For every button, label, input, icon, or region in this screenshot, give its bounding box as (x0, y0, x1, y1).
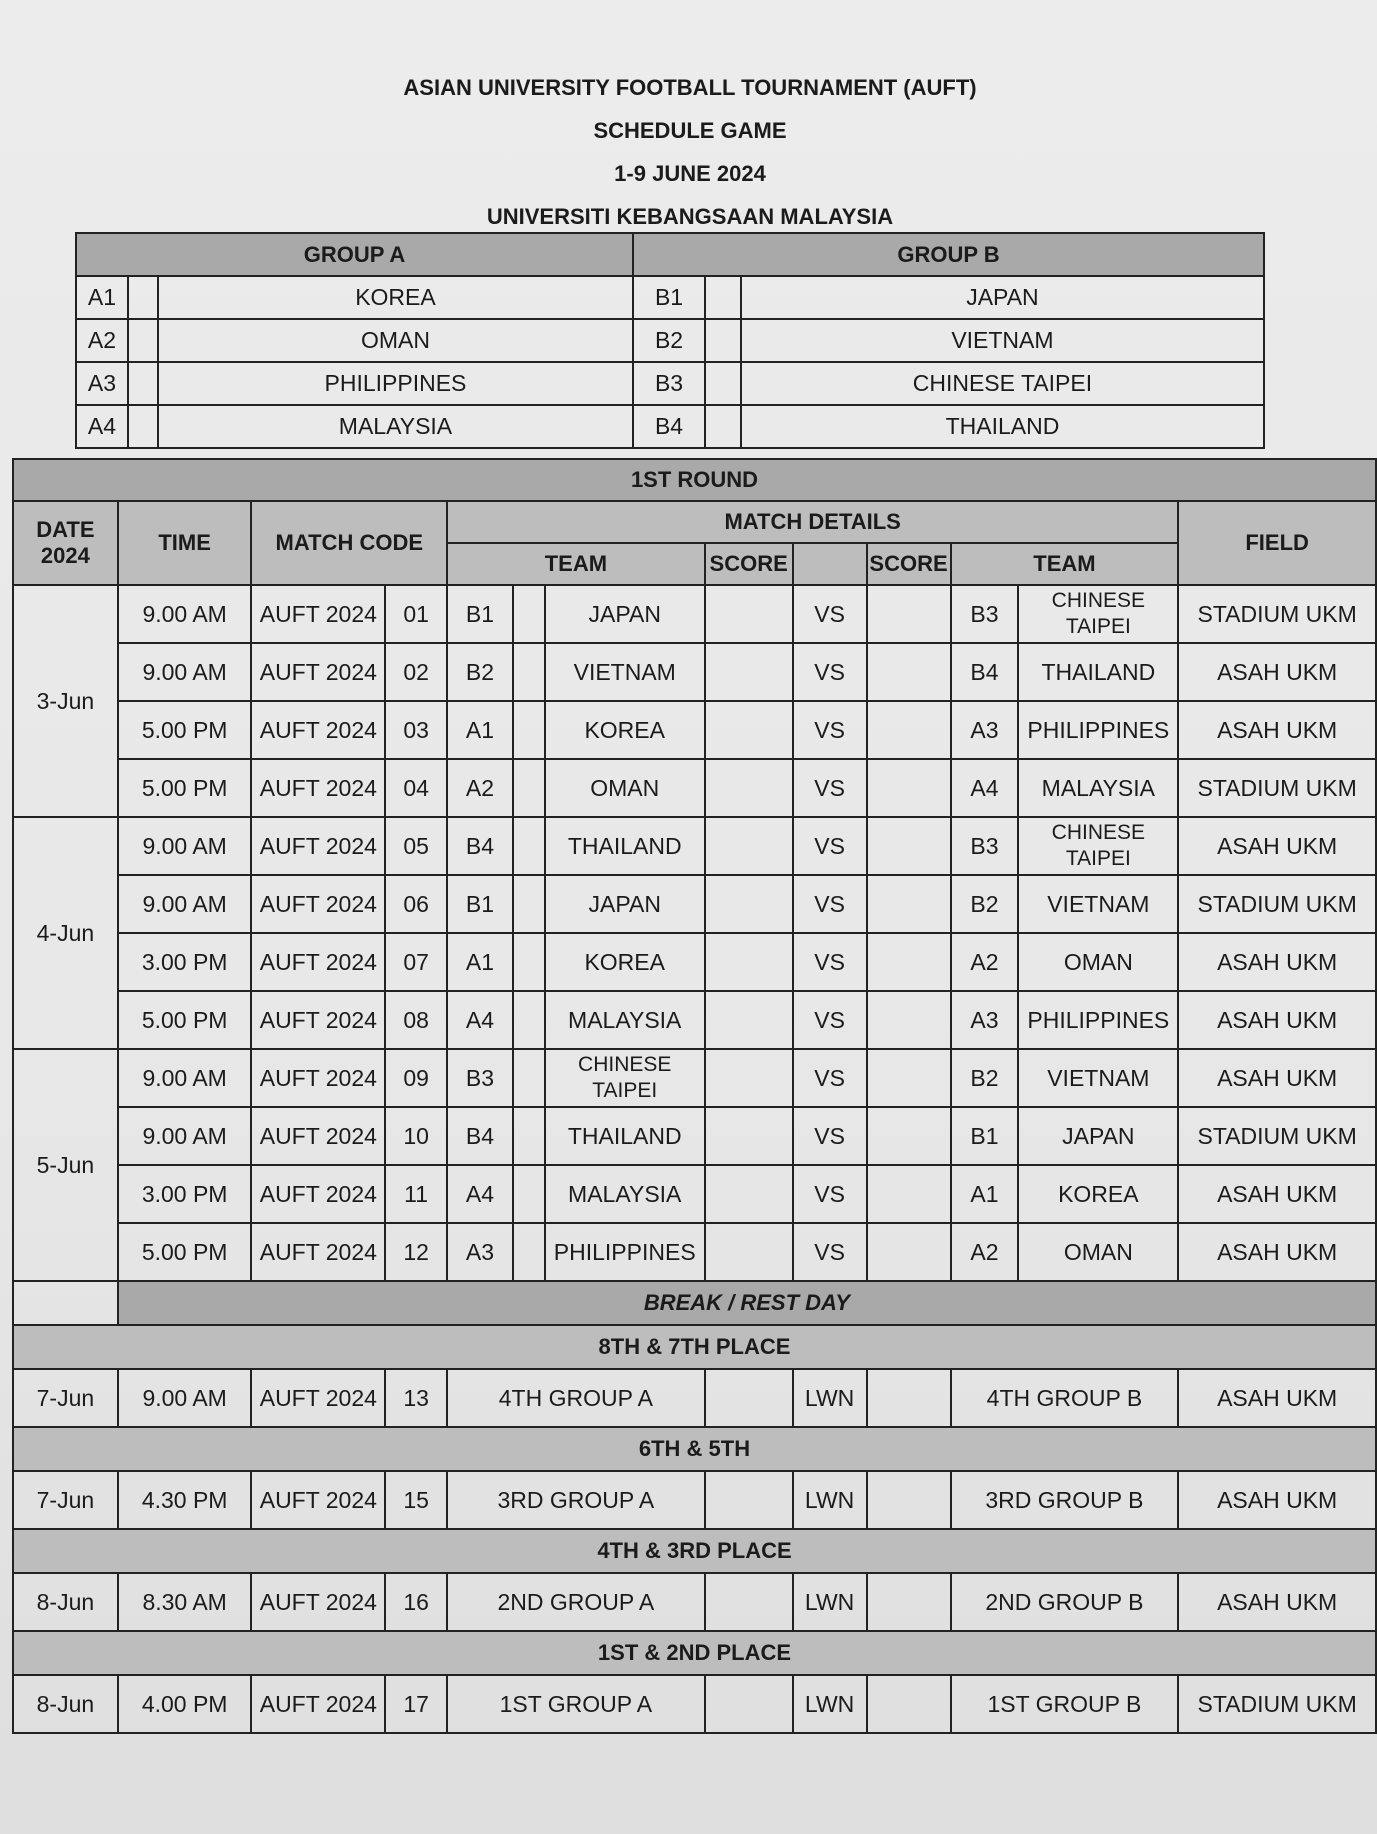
break-label: BREAK / REST DAY (118, 1281, 1376, 1325)
group-b-code: B3 (633, 362, 705, 405)
field-header: FIELD (1178, 501, 1376, 585)
away-team: OMAN (1018, 1223, 1178, 1281)
title-line-4: UNIVERSITI KEBANGSAAN MALAYSIA (486, 204, 894, 229)
match-date: 3-Jun (13, 585, 118, 817)
group-a-team: PHILIPPINES (158, 362, 633, 405)
away-score (867, 875, 951, 933)
placement-section-row (13, 1325, 1376, 1369)
home-team: MALAYSIA (545, 1165, 705, 1223)
match-number: 06 (385, 875, 447, 933)
title-line-3: 1-9 JUNE 2024 (614, 161, 766, 186)
versus-label: VS (793, 817, 867, 875)
home-blank (513, 991, 545, 1049)
match-field: ASAH UKM (1178, 933, 1376, 991)
home-score-header: SCORE (705, 543, 793, 585)
home-score (705, 991, 793, 1049)
group-b-code: B4 (633, 405, 705, 448)
home-score (705, 875, 793, 933)
match-code-header: MATCH CODE (251, 501, 447, 585)
match-row (13, 585, 1376, 643)
placement-away: 1ST GROUP B (951, 1675, 1179, 1733)
home-score (705, 933, 793, 991)
match-number: 01 (385, 585, 447, 643)
match-code: AUFT 2024 (251, 933, 385, 991)
match-code: AUFT 2024 (251, 875, 385, 933)
match-details-header: MATCH DETAILS (447, 501, 1178, 543)
placement-match-row (13, 1369, 1376, 1427)
placement-code: AUFT 2024 (251, 1573, 385, 1631)
away-team-header: TEAM (951, 543, 1179, 585)
match-field: ASAH UKM (1178, 991, 1376, 1049)
placement-section-row (13, 1427, 1376, 1471)
match-row (13, 1107, 1376, 1165)
placement-field: STADIUM UKM (1178, 1675, 1376, 1733)
group-b-blank (705, 276, 741, 319)
home-blank (513, 643, 545, 701)
placement-home-score (705, 1573, 793, 1631)
placement-away: 3RD GROUP B (951, 1471, 1179, 1529)
match-field: ASAH UKM (1178, 1165, 1376, 1223)
home-team: THAILAND (545, 1107, 705, 1165)
group-a-blank (128, 362, 158, 405)
home-blank (513, 701, 545, 759)
title-line-2: SCHEDULE GAME (593, 118, 787, 143)
placement-time: 8.30 AM (118, 1573, 252, 1631)
match-field: STADIUM UKM (1178, 875, 1376, 933)
placement-away-score (867, 1369, 951, 1427)
home-code: A1 (447, 701, 513, 759)
placement-vs: LWN (793, 1573, 867, 1631)
home-score (705, 1165, 793, 1223)
match-number: 12 (385, 1223, 447, 1281)
versus-label: VS (793, 701, 867, 759)
match-row (13, 1223, 1376, 1281)
match-code: AUFT 2024 (251, 585, 385, 643)
away-score (867, 1223, 951, 1281)
placement-time: 4.00 PM (118, 1675, 252, 1733)
group-a-header: GROUP A (76, 233, 633, 276)
home-team: KOREA (545, 701, 705, 759)
match-number: 03 (385, 701, 447, 759)
home-team: VIETNAM (545, 643, 705, 701)
match-code: AUFT 2024 (251, 643, 385, 701)
home-blank (513, 1223, 545, 1281)
match-code: AUFT 2024 (251, 1165, 385, 1223)
placement-home: 2ND GROUP A (447, 1573, 705, 1631)
placement-field: ASAH UKM (1178, 1369, 1376, 1427)
placement-home: 3RD GROUP A (447, 1471, 705, 1529)
placement-match-row (13, 1675, 1376, 1733)
away-code: B1 (951, 1107, 1019, 1165)
home-code: A3 (447, 1223, 513, 1281)
match-time: 9.00 AM (118, 1107, 252, 1165)
home-score (705, 701, 793, 759)
match-field: ASAH UKM (1178, 701, 1376, 759)
match-row (13, 875, 1376, 933)
match-row (13, 759, 1376, 817)
placement-home: 1ST GROUP A (447, 1675, 705, 1733)
versus-label: VS (793, 585, 867, 643)
match-time: 9.00 AM (118, 875, 252, 933)
placement-section-label: 8TH & 7TH PLACE (13, 1325, 1376, 1369)
away-code: A2 (951, 1223, 1019, 1281)
placement-vs: LWN (793, 1369, 867, 1427)
home-code: A1 (447, 933, 513, 991)
match-time: 5.00 PM (118, 701, 252, 759)
match-code: AUFT 2024 (251, 991, 385, 1049)
away-team: CHINESE TAIPEI (1018, 585, 1178, 643)
away-code: A4 (951, 759, 1019, 817)
placement-section-row (13, 1529, 1376, 1573)
placement-time: 9.00 AM (118, 1369, 252, 1427)
away-team: OMAN (1018, 933, 1178, 991)
group-a-blank (128, 405, 158, 448)
group-b-team: CHINESE TAIPEI (741, 362, 1264, 405)
versus-label: VS (793, 875, 867, 933)
placement-home-score (705, 1471, 793, 1529)
away-score (867, 643, 951, 701)
match-number: 02 (385, 643, 447, 701)
home-score (705, 585, 793, 643)
placement-vs: LWN (793, 1675, 867, 1733)
group-b-team: THAILAND (741, 405, 1264, 448)
match-code: AUFT 2024 (251, 1049, 385, 1107)
placement-code: AUFT 2024 (251, 1675, 385, 1733)
placement-date: 8-Jun (13, 1675, 118, 1733)
home-code: B4 (447, 1107, 513, 1165)
group-b-blank (705, 405, 741, 448)
placement-code: AUFT 2024 (251, 1369, 385, 1427)
placement-field: ASAH UKM (1178, 1471, 1376, 1529)
away-score (867, 585, 951, 643)
group-row (76, 276, 1264, 319)
home-team: JAPAN (545, 585, 705, 643)
away-team: VIETNAM (1018, 1049, 1178, 1107)
time-header: TIME (118, 501, 252, 585)
group-a-blank (128, 276, 158, 319)
group-b-header: GROUP B (633, 233, 1264, 276)
match-field: ASAH UKM (1178, 643, 1376, 701)
match-field: STADIUM UKM (1178, 759, 1376, 817)
match-code: AUFT 2024 (251, 759, 385, 817)
match-field: ASAH UKM (1178, 1223, 1376, 1281)
away-score (867, 1107, 951, 1165)
away-team: CHINESE TAIPEI (1018, 817, 1178, 875)
away-team: JAPAN (1018, 1107, 1178, 1165)
round-header: 1ST ROUND (13, 459, 1376, 501)
away-score (867, 991, 951, 1049)
group-a-blank (128, 319, 158, 362)
away-score (867, 817, 951, 875)
versus-label: VS (793, 1223, 867, 1281)
match-time: 3.00 PM (118, 1165, 252, 1223)
placement-home-score (705, 1675, 793, 1733)
placement-home: 4TH GROUP A (447, 1369, 705, 1427)
home-blank (513, 585, 545, 643)
placement-section-row (13, 1631, 1376, 1675)
group-row (76, 362, 1264, 405)
home-team: KOREA (545, 933, 705, 991)
match-row (13, 643, 1376, 701)
match-number: 10 (385, 1107, 447, 1165)
document-title-block (380, 66, 1000, 238)
match-number: 07 (385, 933, 447, 991)
home-blank (513, 759, 545, 817)
match-time: 3.00 PM (118, 933, 252, 991)
home-score (705, 1223, 793, 1281)
home-code: B1 (447, 875, 513, 933)
group-a-code: A2 (76, 319, 128, 362)
home-team: JAPAN (545, 875, 705, 933)
match-row (13, 1049, 1376, 1107)
away-score-header: SCORE (867, 543, 951, 585)
placement-away: 4TH GROUP B (951, 1369, 1179, 1427)
placement-match-row (13, 1471, 1376, 1529)
home-score (705, 1107, 793, 1165)
home-code: B3 (447, 1049, 513, 1107)
match-time: 5.00 PM (118, 991, 252, 1049)
versus-label: VS (793, 933, 867, 991)
group-a-team: MALAYSIA (158, 405, 633, 448)
groups-table (75, 232, 1265, 449)
away-team: THAILAND (1018, 643, 1178, 701)
away-code: B3 (951, 585, 1019, 643)
placement-date: 7-Jun (13, 1471, 118, 1529)
home-blank (513, 1165, 545, 1223)
home-code: A4 (447, 1165, 513, 1223)
group-b-code: B2 (633, 319, 705, 362)
away-code: B4 (951, 643, 1019, 701)
home-score (705, 643, 793, 701)
home-score (705, 759, 793, 817)
match-row (13, 1165, 1376, 1223)
group-b-blank (705, 319, 741, 362)
home-team: MALAYSIA (545, 991, 705, 1049)
match-time: 9.00 AM (118, 817, 252, 875)
home-team: PHILIPPINES (545, 1223, 705, 1281)
placement-vs: LWN (793, 1471, 867, 1529)
match-time: 5.00 PM (118, 1223, 252, 1281)
home-team: THAILAND (545, 817, 705, 875)
home-blank (513, 1049, 545, 1107)
home-score (705, 817, 793, 875)
placement-code: AUFT 2024 (251, 1471, 385, 1529)
placement-match-row (13, 1573, 1376, 1631)
match-field: ASAH UKM (1178, 817, 1376, 875)
date-header: DATE 2024 (13, 501, 118, 585)
versus-label: VS (793, 1049, 867, 1107)
versus-label: VS (793, 1107, 867, 1165)
match-row (13, 817, 1376, 875)
match-time: 9.00 AM (118, 585, 252, 643)
placement-section-label: 1ST & 2ND PLACE (13, 1631, 1376, 1675)
match-number: 08 (385, 991, 447, 1049)
placement-time: 4.30 PM (118, 1471, 252, 1529)
group-b-blank (705, 362, 741, 405)
home-team: OMAN (545, 759, 705, 817)
group-a-code: A1 (76, 276, 128, 319)
match-row (13, 933, 1376, 991)
match-number: 09 (385, 1049, 447, 1107)
away-code: A2 (951, 933, 1019, 991)
home-code: B2 (447, 643, 513, 701)
match-code: AUFT 2024 (251, 1107, 385, 1165)
away-code: B3 (951, 817, 1019, 875)
group-b-code: B1 (633, 276, 705, 319)
placement-home-score (705, 1369, 793, 1427)
match-number: 04 (385, 759, 447, 817)
away-score (867, 701, 951, 759)
match-time: 5.00 PM (118, 759, 252, 817)
home-code: B4 (447, 817, 513, 875)
home-team: CHINESE TAIPEI (545, 1049, 705, 1107)
vs-header (793, 543, 867, 585)
match-field: STADIUM UKM (1178, 585, 1376, 643)
away-code: A3 (951, 991, 1019, 1049)
home-code: A4 (447, 991, 513, 1049)
match-field: ASAH UKM (1178, 1049, 1376, 1107)
placement-away-score (867, 1675, 951, 1733)
placement-number: 13 (385, 1369, 447, 1427)
title-line-1: ASIAN UNIVERSITY FOOTBALL TOURNAMENT (AUFT) (403, 75, 977, 100)
versus-label: VS (793, 759, 867, 817)
placement-number: 16 (385, 1573, 447, 1631)
home-blank (513, 1107, 545, 1165)
match-code: AUFT 2024 (251, 817, 385, 875)
away-score (867, 1165, 951, 1223)
match-code: AUFT 2024 (251, 701, 385, 759)
match-date: 5-Jun (13, 1049, 118, 1281)
away-code: B2 (951, 875, 1019, 933)
away-score (867, 759, 951, 817)
away-score (867, 1049, 951, 1107)
placement-field: ASAH UKM (1178, 1573, 1376, 1631)
versus-label: VS (793, 643, 867, 701)
home-blank (513, 875, 545, 933)
home-blank (513, 933, 545, 991)
match-number: 11 (385, 1165, 447, 1223)
group-b-team: JAPAN (741, 276, 1264, 319)
away-code: A1 (951, 1165, 1019, 1223)
match-field: STADIUM UKM (1178, 1107, 1376, 1165)
placement-away: 2ND GROUP B (951, 1573, 1179, 1631)
match-date: 4-Jun (13, 817, 118, 1049)
home-code: A2 (447, 759, 513, 817)
home-code: B1 (447, 585, 513, 643)
group-a-code: A3 (76, 362, 128, 405)
match-number: 05 (385, 817, 447, 875)
placement-number: 17 (385, 1675, 447, 1733)
placement-section-label: 6TH & 5TH (13, 1427, 1376, 1471)
versus-label: VS (793, 1165, 867, 1223)
away-code: A3 (951, 701, 1019, 759)
placement-date: 7-Jun (13, 1369, 118, 1427)
match-row (13, 701, 1376, 759)
group-a-team: KOREA (158, 276, 633, 319)
group-b-team: VIETNAM (741, 319, 1264, 362)
group-row (76, 319, 1264, 362)
match-time: 9.00 AM (118, 643, 252, 701)
match-time: 9.00 AM (118, 1049, 252, 1107)
placement-away-score (867, 1471, 951, 1529)
versus-label: VS (793, 991, 867, 1049)
placement-number: 15 (385, 1471, 447, 1529)
group-row (76, 405, 1264, 448)
away-team: PHILIPPINES (1018, 701, 1178, 759)
away-team: PHILIPPINES (1018, 991, 1178, 1049)
away-score (867, 933, 951, 991)
break-row (13, 1281, 1376, 1325)
break-blank (13, 1281, 118, 1325)
schedule-table (12, 458, 1377, 1734)
placement-date: 8-Jun (13, 1573, 118, 1631)
match-row (13, 991, 1376, 1049)
away-code: B2 (951, 1049, 1019, 1107)
away-team: KOREA (1018, 1165, 1178, 1223)
placement-away-score (867, 1573, 951, 1631)
group-a-team: OMAN (158, 319, 633, 362)
home-blank (513, 817, 545, 875)
home-team-header: TEAM (447, 543, 705, 585)
away-team: VIETNAM (1018, 875, 1178, 933)
group-a-code: A4 (76, 405, 128, 448)
placement-section-label: 4TH & 3RD PLACE (13, 1529, 1376, 1573)
match-code: AUFT 2024 (251, 1223, 385, 1281)
home-score (705, 1049, 793, 1107)
away-team: MALAYSIA (1018, 759, 1178, 817)
